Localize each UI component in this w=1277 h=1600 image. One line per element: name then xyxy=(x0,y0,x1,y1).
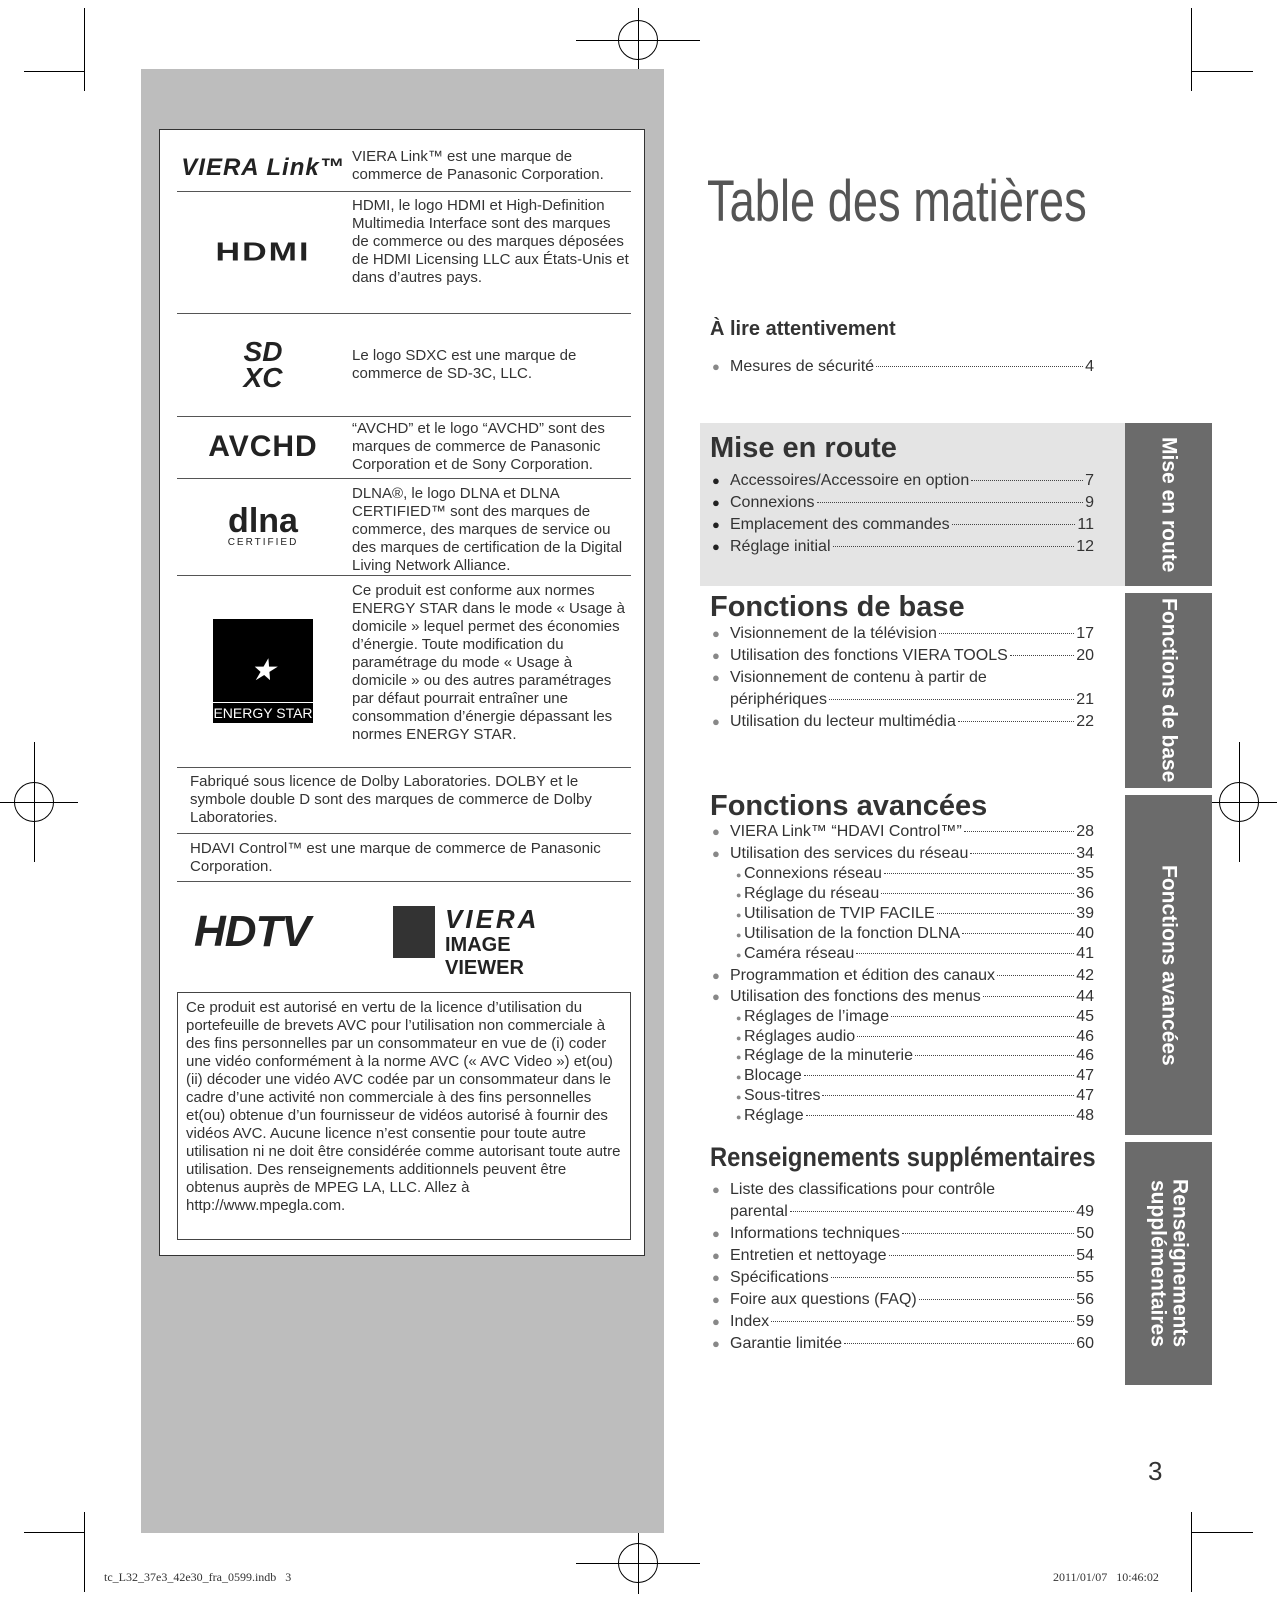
bullet-icon: ● xyxy=(712,1226,720,1241)
toc-item[interactable]: ● Visionnement de la télévision 17 xyxy=(712,625,1094,642)
energy-star-logo: ★ ENERGY STAR xyxy=(177,575,349,767)
avchd-row xyxy=(177,416,631,479)
toc-subitem[interactable]: ● Réglage de la minuterie 46 xyxy=(736,1047,1094,1064)
toc-item[interactable]: ● Foire aux questions (FAQ) 56 xyxy=(712,1291,1094,1308)
toc-item[interactable]: parental 49 xyxy=(730,1203,1094,1220)
toc-subitem[interactable]: ● Utilisation de la fonction DLNA 40 xyxy=(736,925,1094,942)
hdmi-row xyxy=(177,191,631,314)
bullet-icon: ● xyxy=(712,1182,720,1197)
page-title: Table des matières xyxy=(707,169,1087,234)
bullet-icon: ● xyxy=(736,930,742,940)
bullet-icon: ● xyxy=(736,890,742,900)
dlna-row xyxy=(177,478,631,576)
section-heading-fonctions-avancees: Fonctions avancées xyxy=(710,790,988,822)
bullet-icon: ● xyxy=(736,1072,742,1082)
sdxc-row xyxy=(177,313,631,417)
toc-item[interactable]: ● Utilisation des fonctions des menus 44 xyxy=(712,988,1094,1005)
energy-star-row xyxy=(177,575,631,768)
avchd-text: “AVCHD” et le logo “AVCHD” sont des marques de commerce de Panasonic Corporation et de Sony Corporation. xyxy=(352,420,605,473)
bullet-icon: ● xyxy=(712,1336,720,1351)
bullet-icon: ● xyxy=(712,495,720,510)
bullet-icon: ● xyxy=(736,1092,742,1102)
bullet-icon: ● xyxy=(712,714,720,729)
toc-item[interactable]: ● Visionnement de contenu à partir de xyxy=(712,669,987,686)
toc-item[interactable]: ● VIERA Link™ “HDAVI Control™” 28 xyxy=(712,823,1094,840)
bullet-icon: ● xyxy=(712,626,720,641)
trademark-box xyxy=(159,129,645,1256)
dlna-logo: dlna CERTIFIED xyxy=(227,502,299,548)
viera-link-row xyxy=(177,144,631,192)
hdtv-logo: HDTV xyxy=(194,907,310,956)
bullet-icon: ● xyxy=(712,539,720,554)
dolby-row xyxy=(177,767,631,834)
avchd-logo: AVCHD xyxy=(208,430,318,463)
bullet-icon: ● xyxy=(712,1270,720,1285)
tab-renseignements[interactable]: Renseignements supplémentaires xyxy=(1125,1142,1212,1385)
tab-mise-en-route[interactable]: Mise en route xyxy=(1125,423,1212,586)
toc-item[interactable]: ● Spécifications 55 xyxy=(712,1269,1094,1286)
sdxc-text: Le logo SDXC est une marque de commerce de SD-3C, LLC. xyxy=(352,347,577,382)
bullet-icon: ● xyxy=(712,473,720,488)
toc-subitem[interactable]: ● Réglages de l’image 45 xyxy=(736,1008,1094,1025)
toc-item[interactable]: ● Utilisation des fonctions VIERA TOOLS 20 xyxy=(712,647,1094,664)
toc-item[interactable]: ● Utilisation des services du réseau 34 xyxy=(712,845,1094,862)
bullet-icon: ● xyxy=(712,670,720,685)
bullet-icon: ● xyxy=(712,1292,720,1307)
bullet-icon: ● xyxy=(712,846,720,861)
hdavi-text: HDAVI Control™ est une marque de commerce de Panasonic Corporation. xyxy=(190,840,601,875)
section-heading-renseignements: Renseignements supplémentaires xyxy=(710,1142,1096,1172)
toc-subitem[interactable]: ● Réglage du réseau 36 xyxy=(736,885,1094,902)
footer-file-info: tc_L32_37e3_42e30_fra_0599.indb 3 xyxy=(104,1570,292,1584)
toc-subitem[interactable]: ● Connexions réseau 35 xyxy=(736,865,1094,882)
viera-link-logo: VIERA Link™ xyxy=(181,153,345,181)
toc-item[interactable]: ● Liste des classifications pour contrôle xyxy=(712,1181,996,1198)
bullet-icon: ● xyxy=(736,1013,742,1023)
bullet-icon: ● xyxy=(712,824,720,839)
hdmi-text: HDMI, le logo HDMI et High-Definition Multimedia Interface sont des marques de commerce ou des marques déposées de HDMI Licensing LLC aux États-Unis et dans d’autres pays. xyxy=(352,197,629,286)
bullet-icon: ● xyxy=(736,1052,742,1062)
viera-link-text: VIERA Link™ est une marque de commerce de Panasonic Corporation. xyxy=(352,148,604,183)
toc-subitem[interactable]: ● Réglage 48 xyxy=(736,1107,1094,1124)
dlna-text: DLNA®, le logo DLNA et DLNA CERTIFIED™ sont des marques de commerce, des marques de service ou des marques de certification de la Digital Living Network Alliance. xyxy=(352,485,623,574)
hdavi-row xyxy=(177,833,631,882)
bullet-icon: ● xyxy=(712,648,720,663)
read-first-heading: À lire attentivement xyxy=(710,318,896,340)
bullet-icon: ● xyxy=(736,950,742,960)
mpeg-license-text: Ce produit est autorisé en vertu de la licence d’utilisation du portefeuille de brevets AVC pour l’utilisation non commerciale à des fins personnelles par un consommateur en vue de (i) coder une vidéo conformément à la norme AVC (« AVC Video ») et(ou) (ii) décoder une vidéo AVC codée par un consommateur dans le cadre d’une activité non commerciale à des fins personnelles et(ou) obtenue d’un fournisseur de vidéos autorisé à fournir des vidéos AVC. Aucune licence n’est consentie pour toute autre utilisation ni ne doit être considérée comme autorisant toute autre utilisation. Des renseignements additionnels peuvent être obtenus auprès de MPEG LA, LLC. Allez à http://www.mpegla.com. xyxy=(177,992,631,1240)
toc-item[interactable]: ● Informations techniques 50 xyxy=(712,1225,1094,1242)
bullet-icon: ● xyxy=(712,517,720,532)
toc-item[interactable]: ● Réglage initial 12 xyxy=(712,538,1094,555)
toc-item[interactable]: ● Entretien et nettoyage 54 xyxy=(712,1247,1094,1264)
toc-item[interactable]: ● Accessoires/Accessoire en option 7 xyxy=(712,472,1094,489)
viera-image-viewer-logo: VIERA IMAGE VIEWER xyxy=(393,904,573,960)
tab-fonctions-de-base[interactable]: Fonctions de base xyxy=(1125,593,1212,788)
toc-subitem[interactable]: ● Blocage 47 xyxy=(736,1067,1094,1084)
bullet-icon: ● xyxy=(736,910,742,920)
toc-subitem[interactable]: ● Utilisation de TVIP FACILE 39 xyxy=(736,905,1094,922)
dolby-text: Fabriqué sous licence de Dolby Laboratories. DOLBY et le symbole double D sont des marques de commerce de Dolby Laboratories. xyxy=(190,773,592,826)
footer-timestamp: 2011/01/07 10:46:02 xyxy=(1053,1570,1159,1584)
toc-subitem[interactable]: ● Caméra réseau 41 xyxy=(736,945,1094,962)
bullet-icon: ● xyxy=(712,989,720,1004)
toc-subitem[interactable]: ● Sous-titres 47 xyxy=(736,1087,1094,1104)
bullet-icon: ● xyxy=(736,870,742,880)
tab-fonctions-avancees[interactable]: Fonctions avancées xyxy=(1125,795,1212,1135)
toc-item[interactable]: ● Connexions 9 xyxy=(712,494,1094,511)
hdmi-logo: HDMI xyxy=(215,237,311,266)
toc-item[interactable]: ● Emplacement des commandes 11 xyxy=(712,516,1094,533)
section-heading-fonctions-de-base: Fonctions de base xyxy=(710,591,965,623)
bullet-icon: ● xyxy=(736,1033,742,1043)
bullet-icon: ● xyxy=(736,1112,742,1122)
toc-subitem[interactable]: ● Réglages audio 46 xyxy=(736,1028,1094,1045)
bullet-icon: ● xyxy=(712,1248,720,1263)
bullet-icon: ● xyxy=(712,968,720,983)
section-heading-mise-en-route: Mise en route xyxy=(710,432,897,464)
toc-item[interactable]: ● Programmation et édition des canaux 42 xyxy=(712,967,1094,984)
toc-item[interactable]: ● Utilisation du lecteur multimédia 22 xyxy=(712,713,1094,730)
sdxc-logo: SD XC xyxy=(243,335,283,393)
toc-item[interactable]: ● Mesures de sécurité 4 xyxy=(712,358,1094,375)
toc-item[interactable]: ● Garantie limitée 60 xyxy=(712,1335,1094,1352)
toc-item[interactable]: ● Index 59 xyxy=(712,1313,1094,1330)
energy-star-text: Ce produit est conforme aux normes ENERGY STAR dans le mode « Usage à domicile » lequel permet des économies d’énergie. Toute modification du paramétrage du mode « Usage à domicile » ou des autres paramétrages par défaut pourrait entraîner une consommation d’énergie dépassant les normes ENERGY STAR. xyxy=(352,582,625,743)
page-number: 3 xyxy=(1148,1456,1163,1486)
star-icon: ★ xyxy=(249,654,277,687)
film-icon xyxy=(393,906,435,958)
toc-item[interactable]: périphériques 21 xyxy=(730,691,1094,708)
bullet-icon: ● xyxy=(712,1314,720,1329)
